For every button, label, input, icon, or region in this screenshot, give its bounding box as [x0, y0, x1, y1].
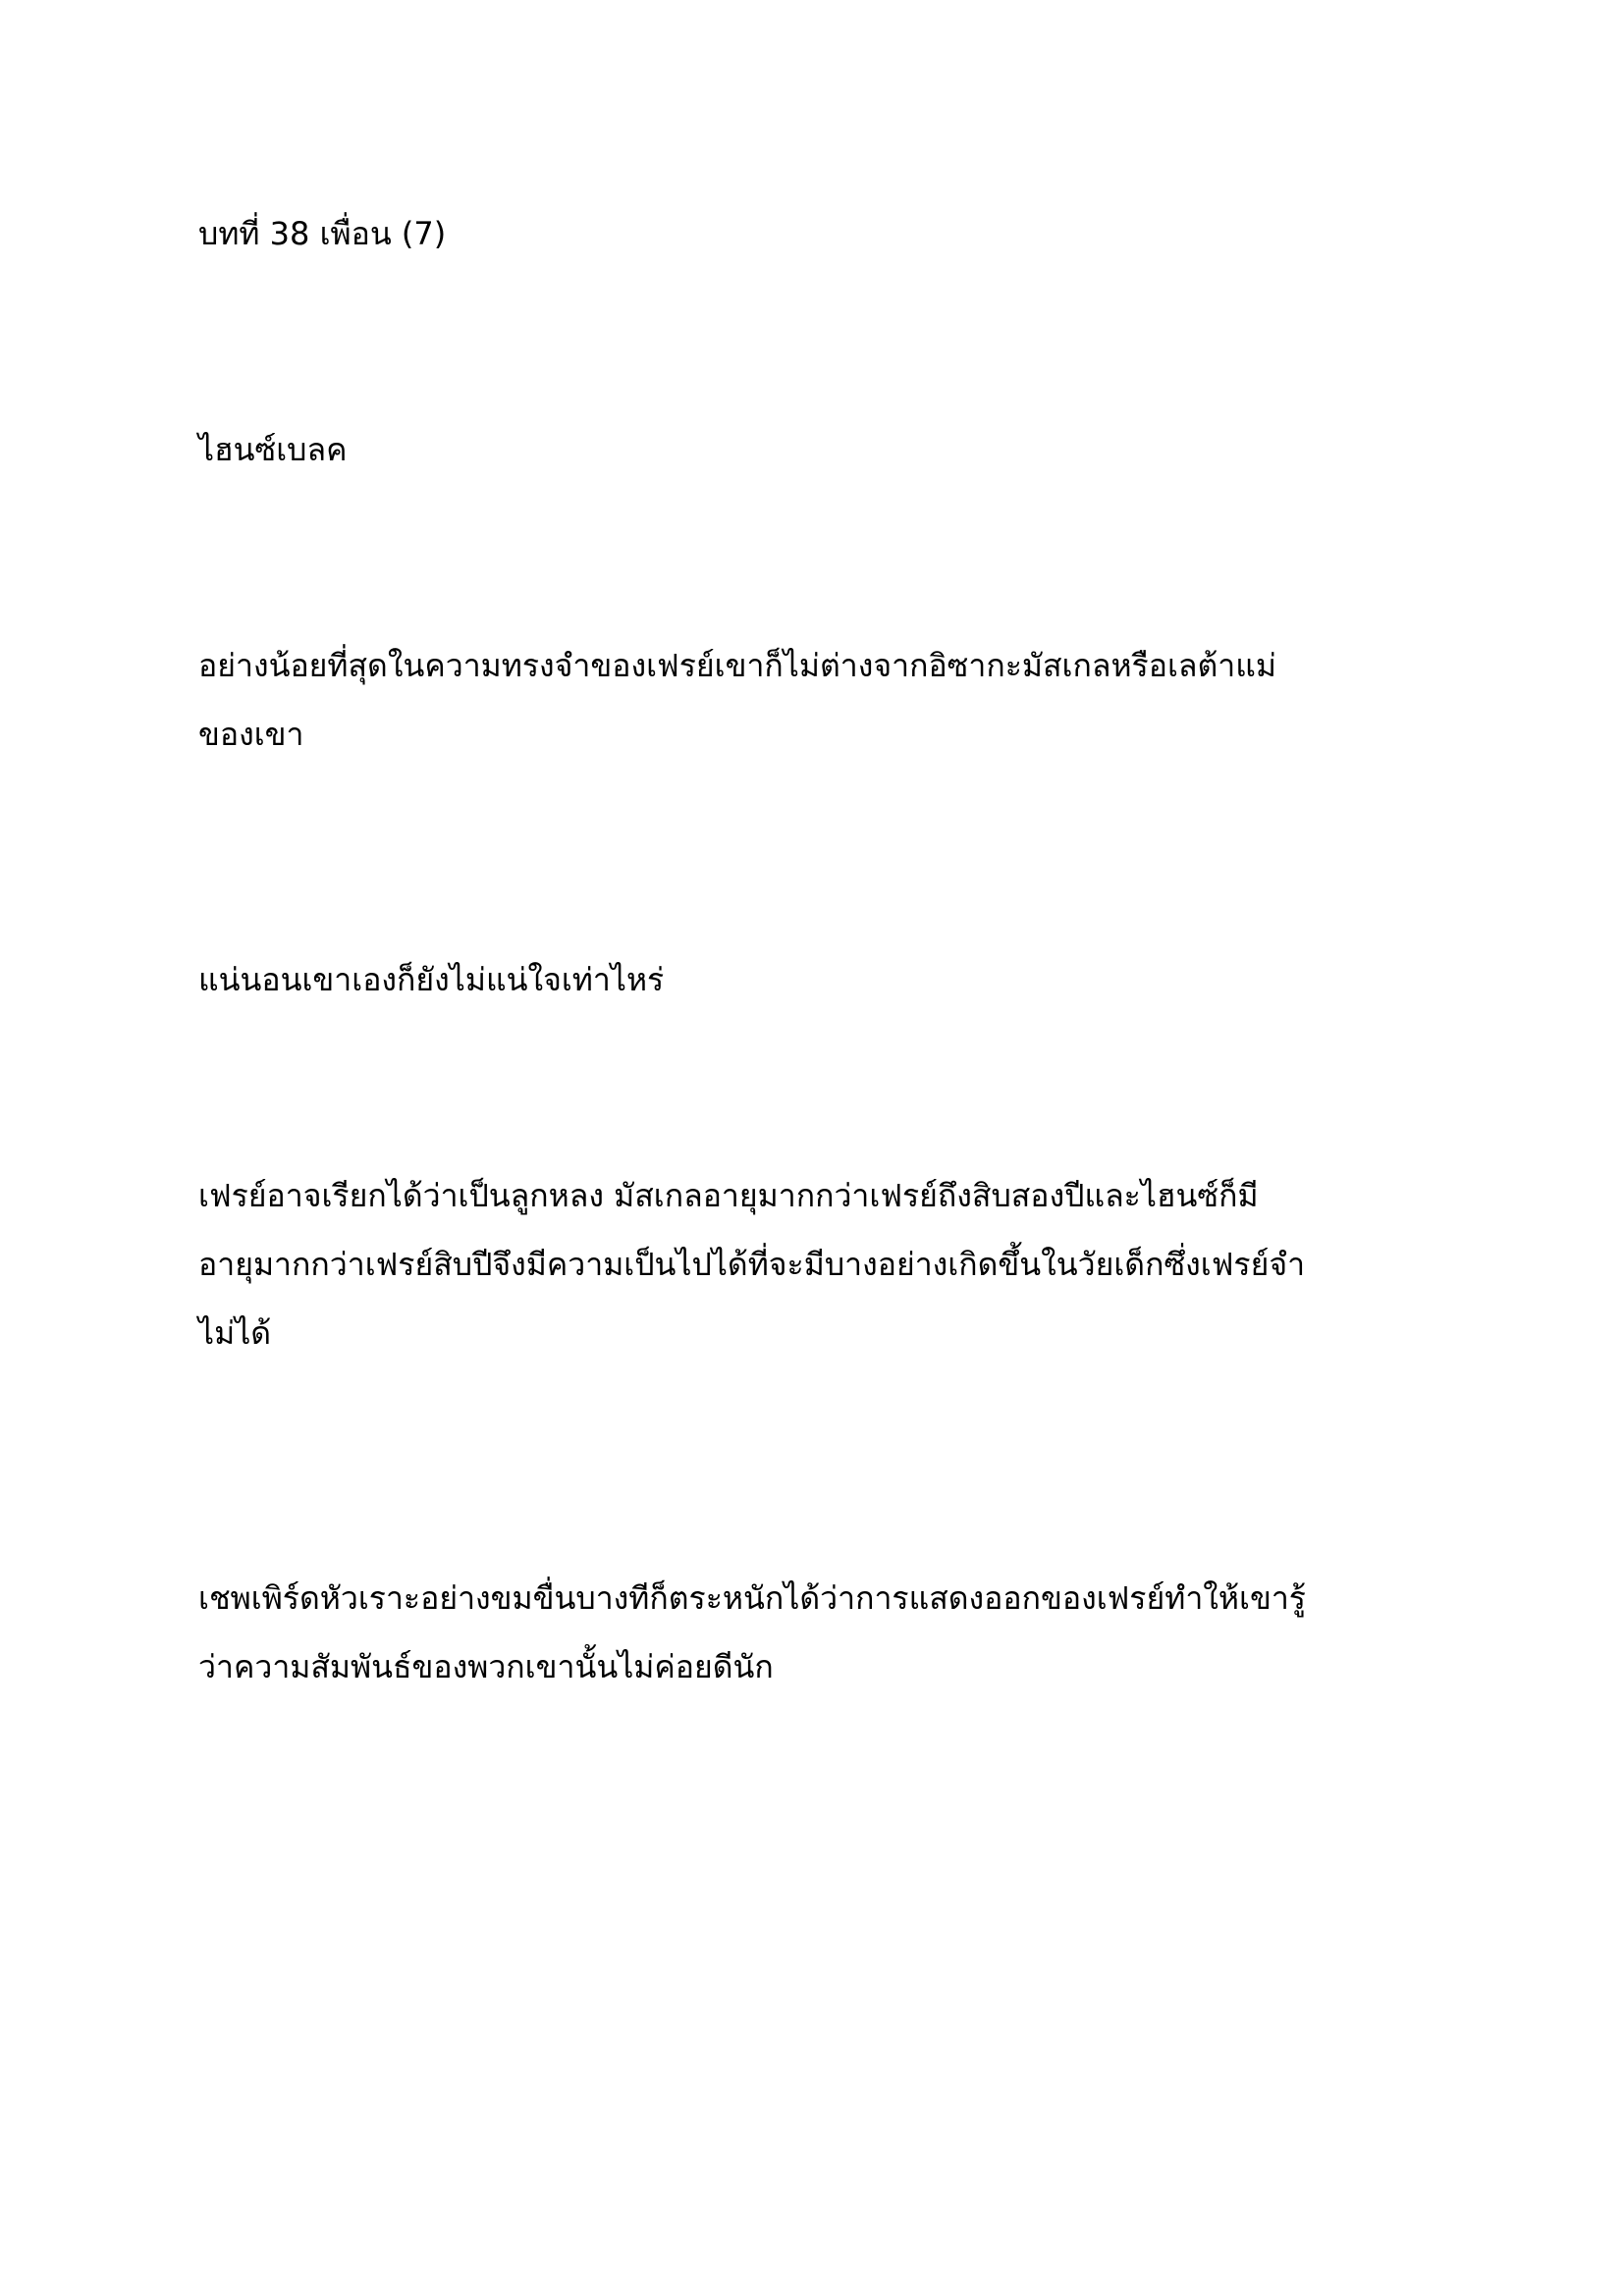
paragraph-line: แน่นอนเขาเองก็ยังไม่แน่ใจเท่าไหร่	[198, 961, 665, 998]
paragraph-line: ไม่ได้	[198, 1314, 272, 1352]
paragraph-line: ว่าความสัมพันธ์ของพวกเขานั้นไม่ค่อยดีนัก	[198, 1648, 774, 1685]
paragraph-line: ของเขา	[198, 716, 304, 753]
paragraph-1	[198, 631, 1475, 769]
paragraph-4	[198, 1564, 1475, 1701]
paragraph-2	[198, 945, 1475, 1014]
paragraph-3	[198, 1161, 1475, 1367]
paragraph-line: อายุมากกว่าเฟรย์สิบปีจึงมีความเป็นไปได้ที่จะมีบางอย่างเกิดขึ้นในวัยเด็กซึ่งเฟรย์จำ	[198, 1246, 1306, 1283]
section-heading-text: ไฮนซ์เบลค	[198, 431, 348, 468]
paragraph-line: อย่างน้อยที่สุดในความทรงจำของเฟรย์เขาก็ไม่ต่างจากอิซากะมัสเกลหรือเลต้าแม่	[198, 647, 1276, 684]
paragraph-line: เฟรย์อาจเรียกได้ว่าเป็นลูกหลง มัสเกลอายุมากกว่าเฟรย์ถึงสิบสองปีและไฮนซ์ก็มี	[198, 1177, 1259, 1214]
paragraph-line: เชพเพิร์ดหัวเราะอย่างขมขื่นบางทีก็ตระหนักได้ว่าการแสดงออกของเฟรย์ทำให้เขารู้	[198, 1579, 1306, 1617]
section-heading	[198, 415, 1475, 484]
chapter-title-text: บทที่ 38 เพื่อน (7)	[198, 215, 447, 252]
chapter-title	[198, 199, 1475, 268]
